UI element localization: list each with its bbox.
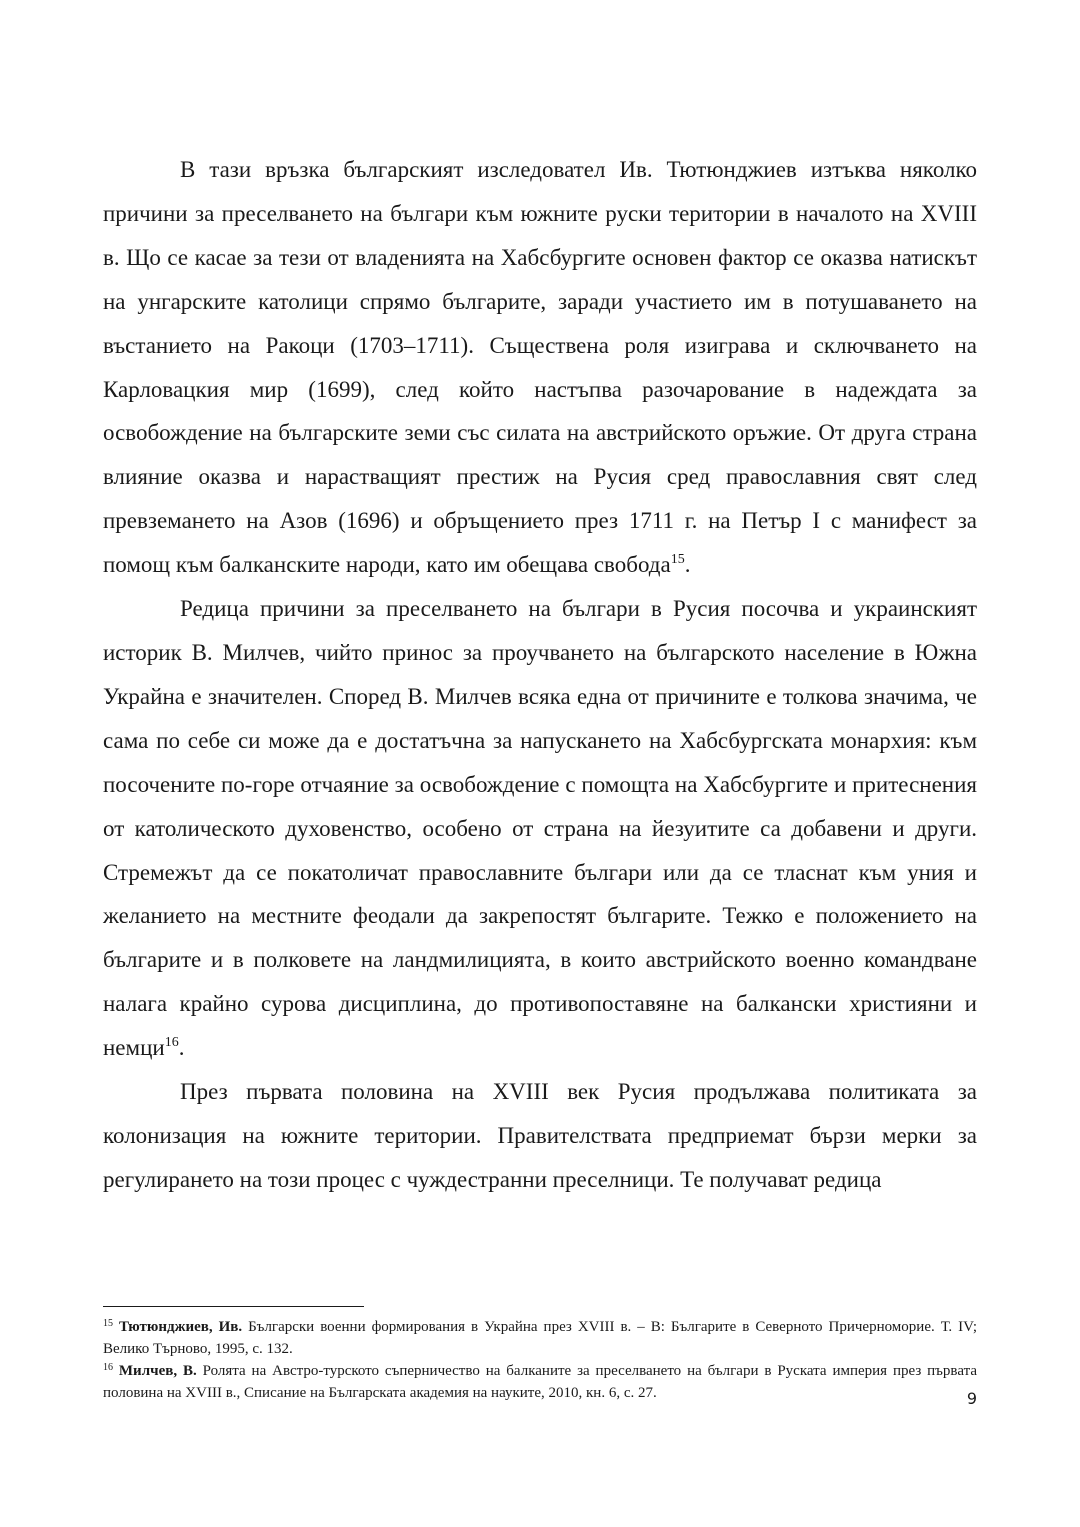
footnote-number: 15 xyxy=(103,1318,113,1329)
paragraph-3-text: През първата половина на XVIII век Русия продължава политиката за колонизация на южните територии. Правителствата предприемат бързи мерки за регулирането на този процес с чуждестранни преселници. Те получават редица xyxy=(103,1079,977,1192)
footnotes xyxy=(103,1316,977,1404)
footnote-ref-15[interactable]: 15 xyxy=(670,552,685,568)
footnote-text: Български военни формирования в Украйна през XVIII в. – В: Българите в Северното Причерноморие. Т. IV; Велико Търново, 1995, с. 132. xyxy=(103,1319,977,1357)
paragraph-1-text: В тази връзка българският изследовател Ив. Тютюнджиев изтъква няколко причини за преселването на българи към южните руски територии в началото на XVIII в. Що се касае за тези от владенията на Хабсбургите основен фактор се оказва натискът на унгарските католици спрямо българите, заради участието им в потушаването на въстанието на Ракоци (1703–1711). Съществена роля изиграва и сключването на Карловацкия мир (1699), след който настъпва разочарование в надеждата за освобождение на българските земи със силата на австрийското оръжие. От друга страна влияние оказва и нарастващият престиж на Русия сред православния свят след превземането на Азов (1696) и обръщението през 1711 г. на Петър I с манифест за помощ към балканските народи, като им обещава свобода xyxy=(103,157,977,578)
paragraph-3 xyxy=(103,1070,977,1202)
paragraph-2-text: Редица причини за преселването на българи в Русия посочва и украинският историк В. Милчев, чийто принос за проучването на българското население в Южна Украйна е значителен. Според В. Милчев всяка една от причините е толкова значима, че сама по себе си може да е достатъчна за напускането на Хабсбургската монархия: към посочените по-горе отчаяние за освобождение с помощта на Хабсбургите и притеснения от католическото духовенство, особено от страна на йезуитите са добавени и други. Стремежът да се покатоличат православните българи или да се тласнат към уния и желанието на местните феодали да закрепостят българите. Тежко е положението на българите и в полковете на ландмилицията, в които австрийското военно командване налага крайно сурова дисциплина, до противопоставяне на балкански християни и немци xyxy=(103,596,977,1061)
footnote-15 xyxy=(103,1316,977,1360)
footnote-number: 16 xyxy=(103,1362,113,1373)
footnote-separator xyxy=(103,1306,364,1307)
paragraph-1-end: . xyxy=(684,552,691,578)
paragraph-2-end: . xyxy=(178,1035,185,1061)
main-text xyxy=(103,148,977,1202)
footnote-ref-16[interactable]: 16 xyxy=(164,1035,179,1051)
footnote-author: Милчев, В. xyxy=(118,1363,197,1379)
paragraph-2 xyxy=(103,587,977,1070)
paragraph-1 xyxy=(103,148,977,587)
footnote-16 xyxy=(103,1360,977,1404)
footnote-author: Тютюнджиев, Ив. xyxy=(118,1319,243,1335)
page-number: 9 xyxy=(966,1389,977,1408)
footnote-text: Ролята на Австро-турското съперничество на балканите за преселването на българи в Руската империя през първата половина на XVIII в., Списание на Българската академия на науките, 2010, кн. 6, с. 27. xyxy=(103,1363,977,1401)
